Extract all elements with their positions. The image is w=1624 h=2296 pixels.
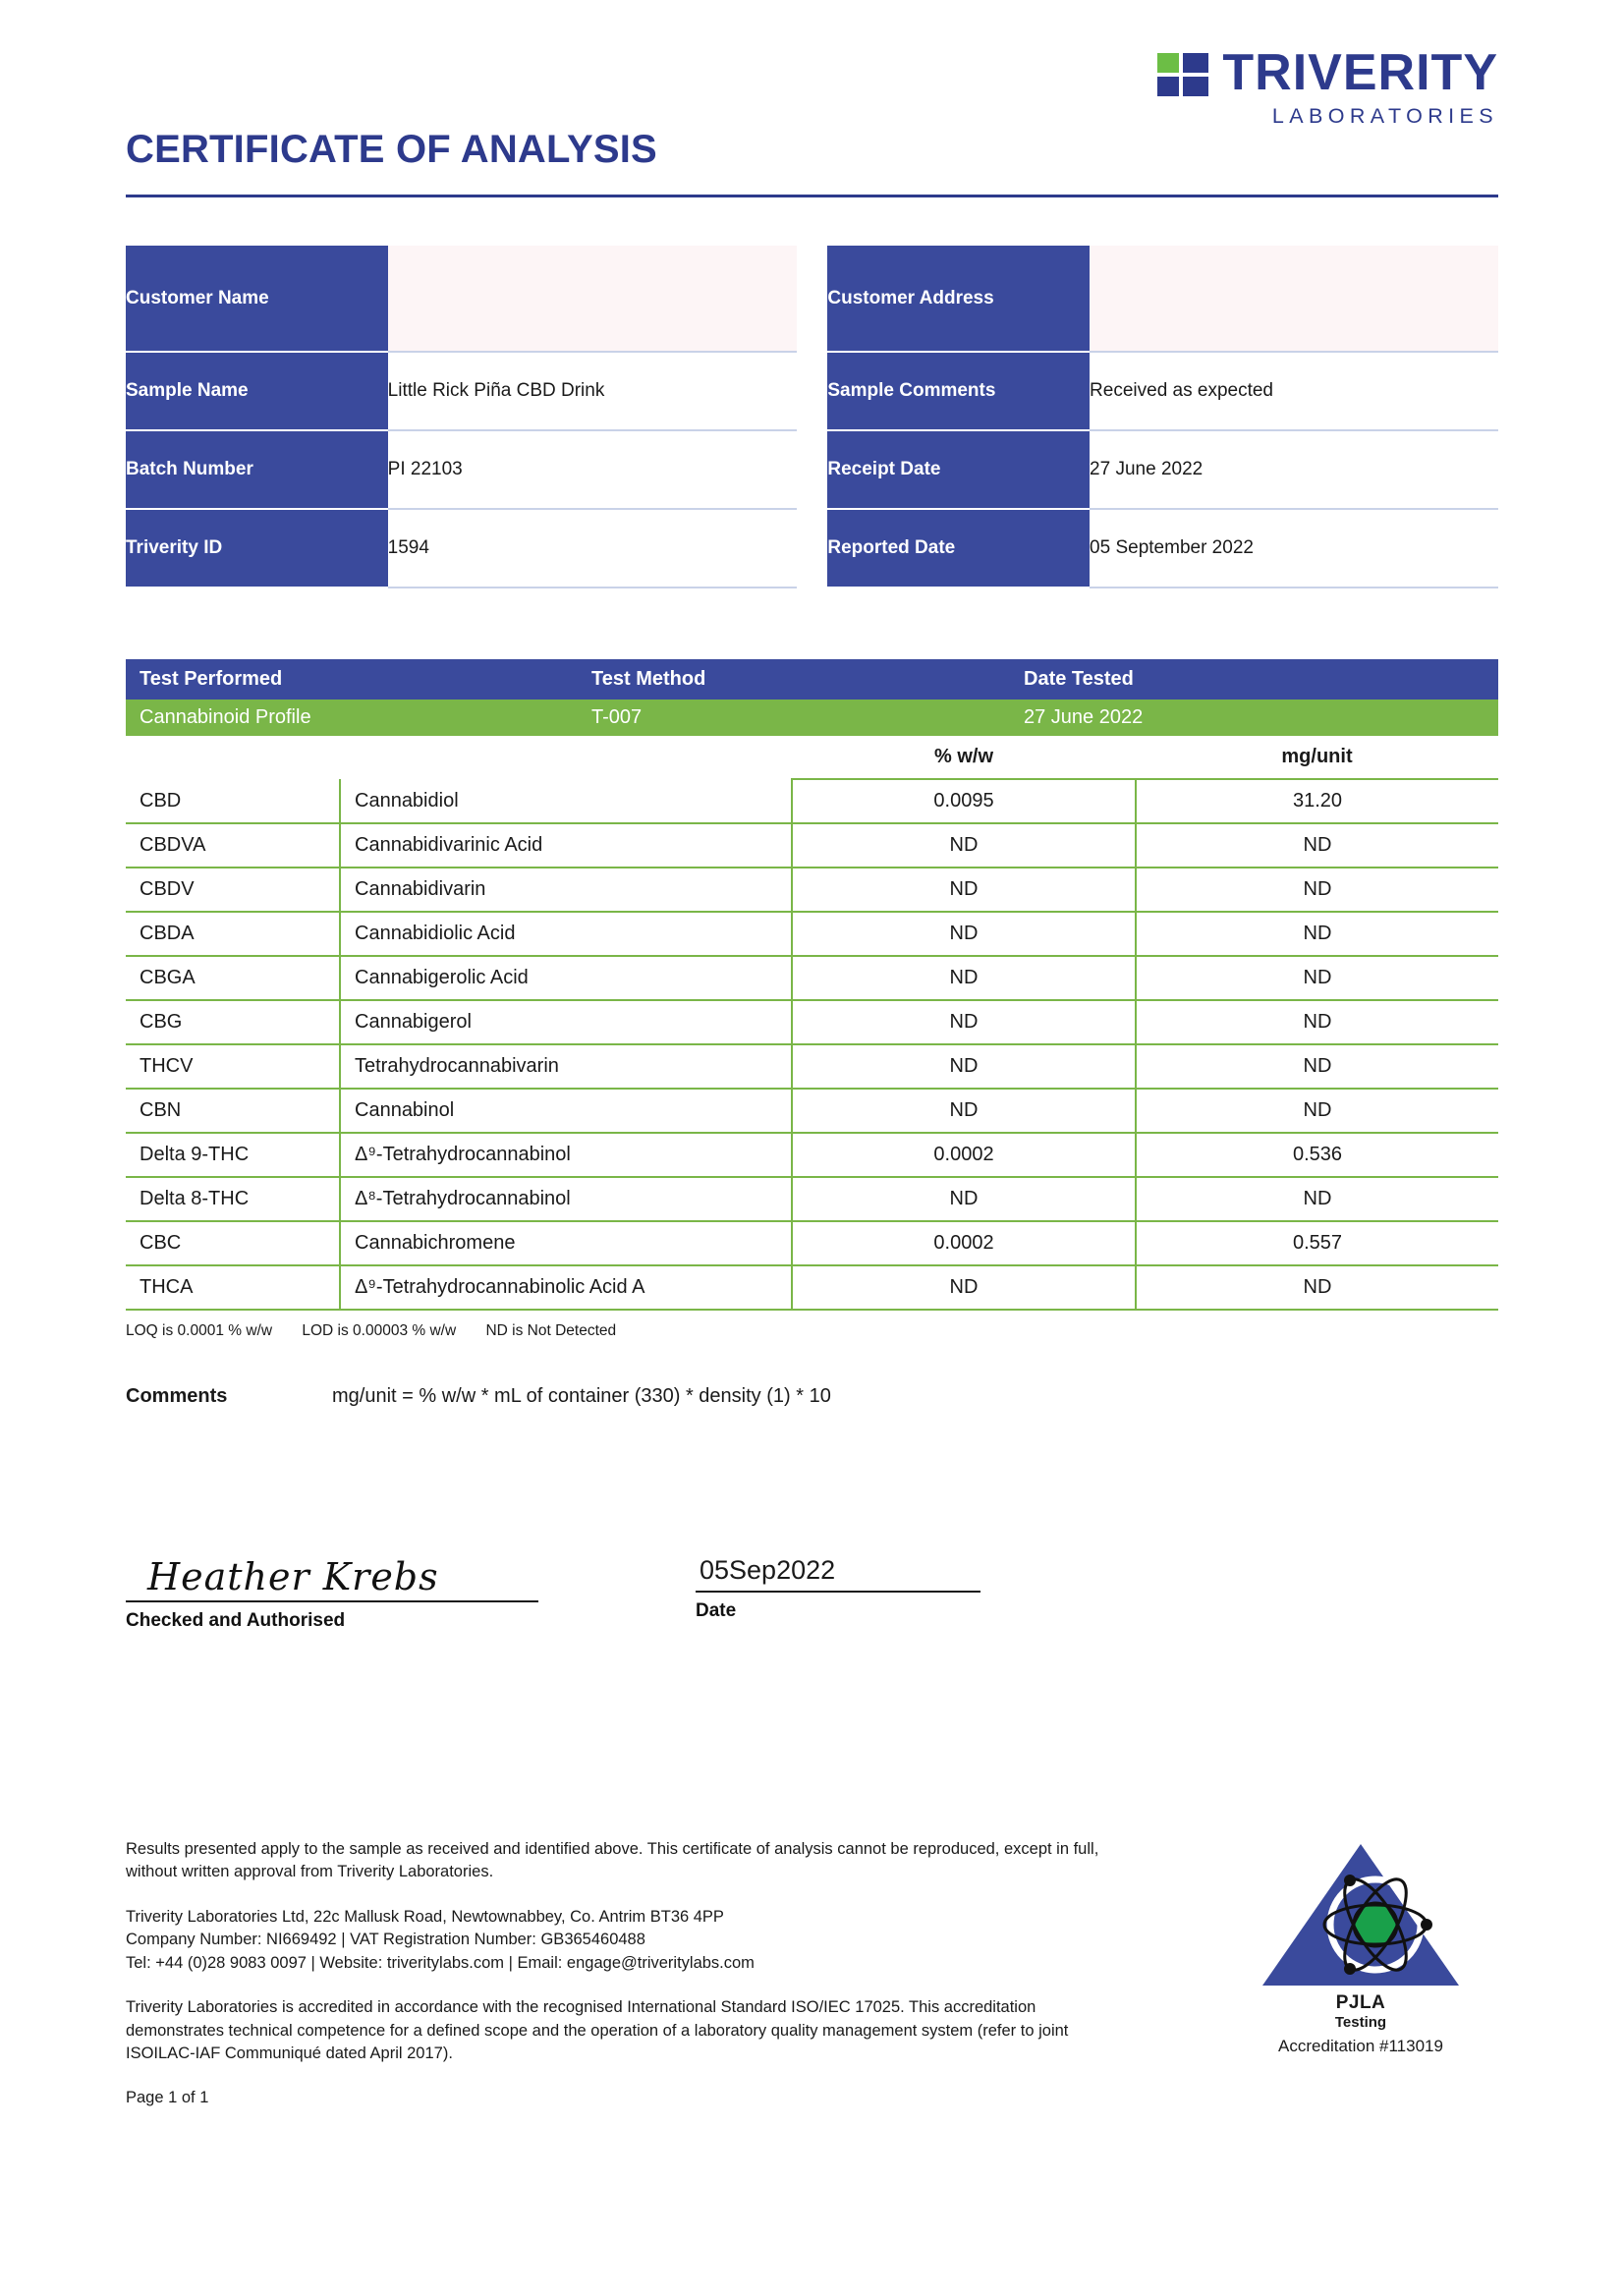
pjla-name: PJLA [1335,1992,1386,2013]
col-mg-unit: mg/unit [1136,736,1498,779]
table-row [126,1265,1498,1310]
nd-note: ND is Not Detected [485,1322,617,1339]
pjla-accreditation-number: Accreditation #113019 [1278,2037,1443,2055]
analyte-percent: ND [792,1044,1136,1089]
logo-subtitle: LABORATORIES [1271,104,1498,128]
comments-label: Comments [126,1385,228,1407]
logo-name: TRIVERITY [1222,44,1498,101]
signature-caption: Checked and Authorised [126,1610,346,1631]
analyte-percent: ND [792,956,1136,1000]
analyte-abbr: THCV [126,1044,340,1089]
analyte-mg: ND [1136,1265,1498,1310]
analyte-abbr: CBD [126,779,340,823]
analyte-abbr: CBG [126,1000,340,1044]
table-row [126,912,1498,956]
batch-number-label: Batch Number [126,430,388,509]
test-performed-value: Cannabinoid Profile [126,700,578,736]
analyte-name: Cannabigerolic Acid [340,956,792,1000]
loq-note: LOQ is 0.0001 % w/w [126,1322,273,1339]
analyte-percent: ND [792,1000,1136,1044]
analyte-name: Cannabidiol [340,779,792,823]
customer-name-label: Customer Name [126,246,388,352]
test-method-value: T-007 [578,700,1010,736]
signature-block [126,1555,538,1632]
sample-name-label: Sample Name [126,352,388,430]
sample-name-value: Little Rick Piña CBD Drink [388,352,797,430]
col-percent-ww: % w/w [792,736,1136,779]
analyte-percent: ND [792,868,1136,912]
customer-address-label: Customer Address [827,246,1090,352]
sample-comments-value: Received as expected [1090,352,1498,430]
signature-date-caption: Date [696,1600,737,1621]
table-row [126,779,1498,823]
analyte-abbr: THCA [126,1265,340,1310]
analyte-percent: ND [792,1177,1136,1221]
analyte-mg: ND [1136,1044,1498,1089]
table-row [126,1044,1498,1089]
table-header-row [126,659,1498,700]
analyte-name: Δ⁹-Tetrahydrocannabinolic Acid A [340,1265,792,1310]
customer-address-value [1090,246,1498,352]
table-row [126,430,1498,509]
table-row [126,956,1498,1000]
reported-date-label: Reported Date [827,509,1090,588]
cannabinoid-results-table [126,736,1498,1311]
analyte-percent: ND [792,823,1136,868]
table-row [126,1133,1498,1177]
table-row [126,823,1498,868]
analyte-name: Cannabidivarinic Acid [340,823,792,868]
analyte-mg: ND [1136,1177,1498,1221]
triverity-logo [1157,44,1498,128]
analyte-mg: 0.536 [1136,1133,1498,1177]
signature-section [126,1555,1498,1632]
analyte-mg: ND [1136,912,1498,956]
analyte-percent: 0.0002 [792,1221,1136,1265]
signature-date-block [696,1555,980,1632]
analyte-abbr: CBDVA [126,823,340,868]
logo-squares-icon [1157,53,1208,100]
table-row [126,700,1498,736]
analyte-mg: ND [1136,823,1498,868]
analyte-abbr: Delta 9-THC [126,1133,340,1177]
tests-performed-table [126,659,1498,736]
analyte-percent: ND [792,1265,1136,1310]
footer-address: Triverity Laboratories Ltd, 22c Mallusk Road, Newtownabbey, Co. Antrim BT36 4PP [126,1907,724,1926]
table-header-row [126,736,1498,779]
analyte-name: Cannabidivarin [340,868,792,912]
table-row [126,1000,1498,1044]
batch-number-value: PI 22103 [388,430,797,509]
analyte-abbr: CBDA [126,912,340,956]
analyte-mg: ND [1136,956,1498,1000]
footer-company: Company Number: NI669492 | VAT Registration Number: GB365460488 [126,1931,645,1949]
table-row [126,246,1498,352]
receipt-date-label: Receipt Date [827,430,1090,509]
analyte-percent: 0.0095 [792,779,1136,823]
analyte-mg: 31.20 [1136,779,1498,823]
pjla-accreditation-block [1233,1838,1488,2056]
document-footer [126,1838,1498,2110]
analyte-name: Cannabichromene [340,1221,792,1265]
analyte-abbr: CBC [126,1221,340,1265]
table-row [126,868,1498,912]
analyte-name: Cannabigerol [340,1000,792,1044]
reported-date-value: 05 September 2022 [1090,509,1498,588]
analyte-mg: 0.557 [1136,1221,1498,1265]
comments-section [126,1385,1498,1408]
analyte-name: Cannabidiolic Acid [340,912,792,956]
signature-name: Heather Krebs [126,1555,538,1602]
table-row [126,1089,1498,1133]
pjla-logo-icon [1258,1838,1464,1990]
lod-note: LOD is 0.00003 % w/w [302,1322,457,1339]
page-title: CERTIFICATE OF ANALYSIS [126,128,657,171]
analyte-percent: ND [792,1089,1136,1133]
pjla-testing-label: Testing [1334,2014,1387,2031]
analyte-percent: ND [792,912,1136,956]
analyte-percent: 0.0002 [792,1133,1136,1177]
footer-contact: Tel: +44 (0)28 9083 0097 | Website: triveritylabs.com | Email: engage@triveritylabs.com [126,1953,755,1972]
analyte-name: Tetrahydrocannabivarin [340,1044,792,1089]
analyte-mg: ND [1136,1000,1498,1044]
footer-disclaimer: Results presented apply to the sample as received and identified above. This certificate of analysis cannot be reproduced, except in full, without written approval from Triverity Laboratories. [126,1840,1099,1881]
title-divider [126,195,1498,197]
col-date-tested: Date Tested [1010,659,1498,700]
sample-info-table [126,246,1498,588]
sample-comments-label: Sample Comments [827,352,1090,430]
analyte-abbr: CBN [126,1089,340,1133]
detection-limits-note [126,1322,1498,1340]
analyte-mg: ND [1136,868,1498,912]
col-test-performed: Test Performed [126,659,578,700]
document-header [126,0,1498,196]
footer-accreditation-text: Triverity Laboratories is accredited in accordance with the recognised International Standard ISO/IEC 17025. This accreditation demonstrates technical competence for a defined scope and the operation of a laboratory quality management system (refer to joint ISOILAC-IAF Communiqué dated April 2017). [126,1998,1069,2062]
analyte-name: Δ⁸-Tetrahydrocannabinol [340,1177,792,1221]
analyte-name: Δ⁹-Tetrahydrocannabinol [340,1133,792,1177]
analyte-name: Cannabinol [340,1089,792,1133]
comments-value: mg/unit = % w/w * mL of container (330) * density (1) * 10 [332,1385,831,1407]
receipt-date-value: 27 June 2022 [1090,430,1498,509]
triverity-id-label: Triverity ID [126,509,388,588]
table-row [126,509,1498,588]
analyte-abbr: Delta 8-THC [126,1177,340,1221]
col-test-method: Test Method [578,659,1010,700]
signature-date-value: 05Sep2022 [696,1555,980,1593]
triverity-id-value: 1594 [388,509,797,588]
date-tested-value: 27 June 2022 [1010,700,1498,736]
table-row [126,352,1498,430]
table-row [126,1221,1498,1265]
analyte-abbr: CBDV [126,868,340,912]
customer-name-value [388,246,797,352]
analyte-abbr: CBGA [126,956,340,1000]
page-number: Page 1 of 1 [126,2089,209,2107]
table-row [126,1177,1498,1221]
analyte-mg: ND [1136,1089,1498,1133]
